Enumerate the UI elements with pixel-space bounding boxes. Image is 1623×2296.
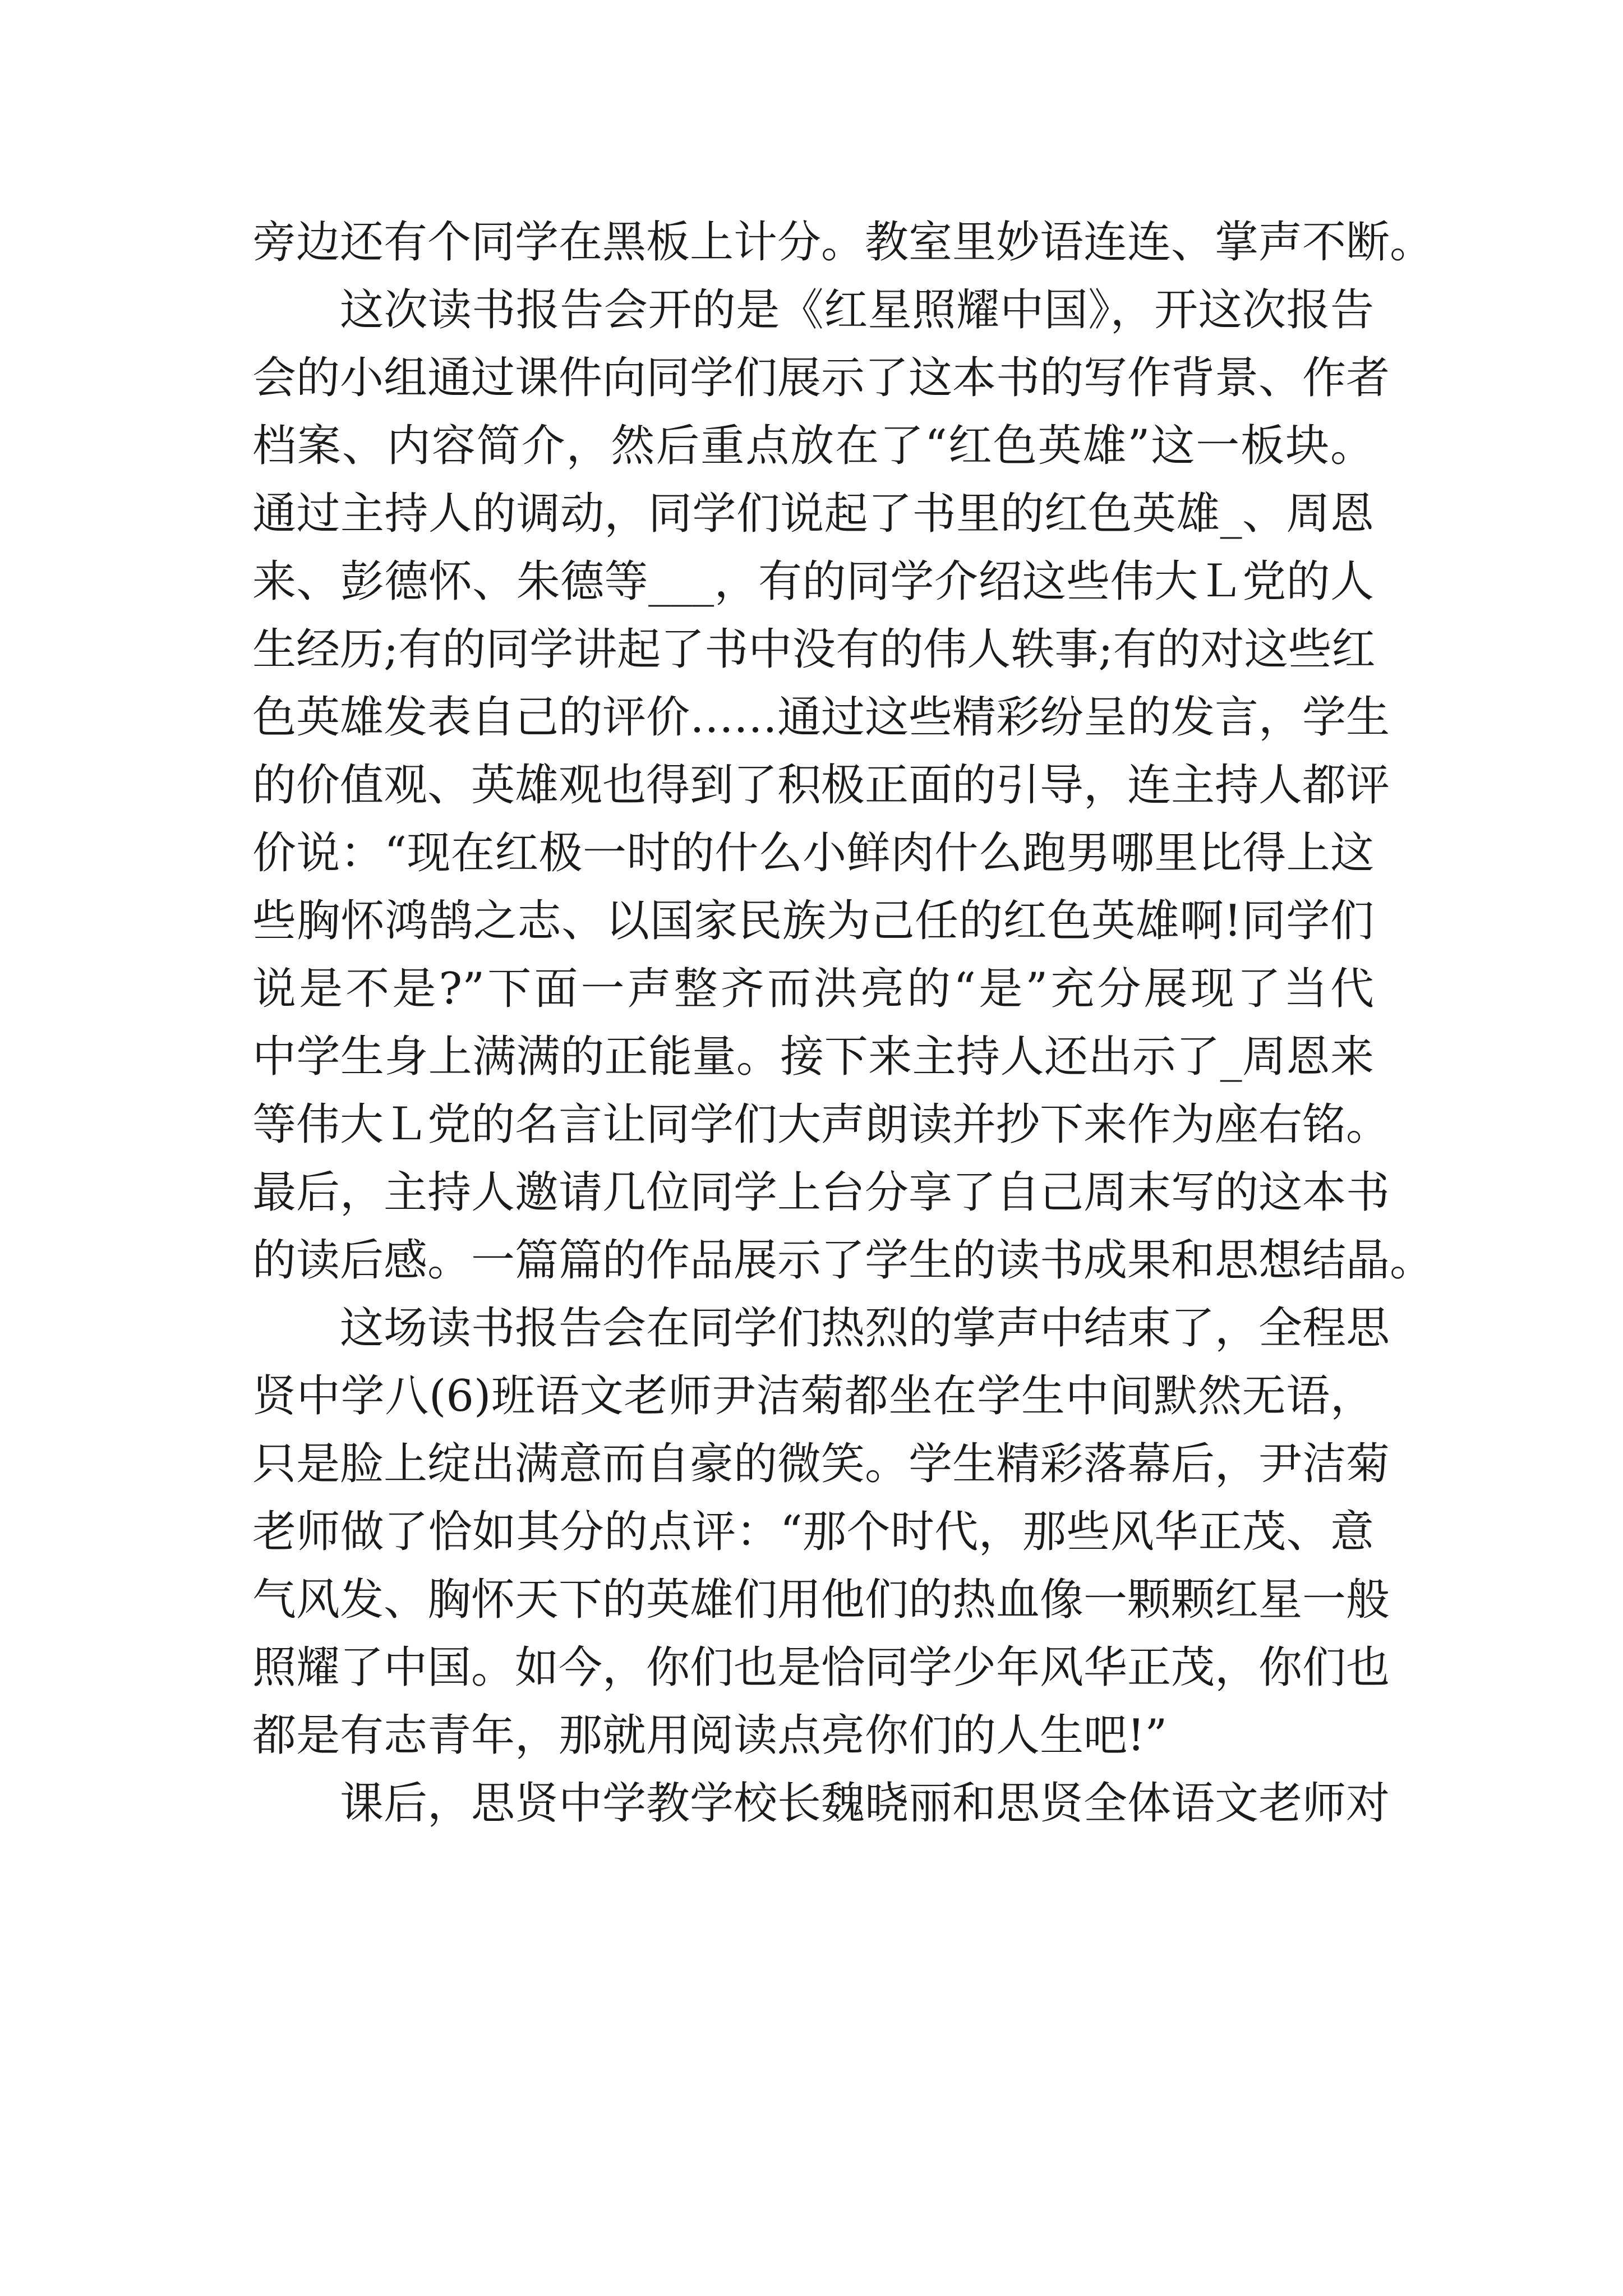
text-line: 些胸怀鸿鹄之志、以国家民族为己任的红色英雄啊!同学们: [252, 896, 1374, 946]
text-line: 照耀了中国。如今，你们也是恰同学少年风华正茂，你们也: [252, 1642, 1390, 1693]
text-line: 会的小组通过课件向同学们展示了这本书的写作背景、作者: [252, 353, 1390, 403]
text-line: 价说：“现在红极一时的什么小鲜肉什么跑男哪里比得上这: [252, 828, 1374, 878]
text-line: 的价值观、英雄观也得到了积极正面的引导，连主持人都评: [252, 760, 1390, 811]
text-line: 色英雄发表自己的评价……通过这些精彩纷呈的发言，学生: [252, 692, 1390, 743]
text-line: 都是有志青年，那就用阅读点亮你们的人生吧!”: [252, 1710, 1168, 1761]
text-line: 贤中学八(6)班语文老师尹洁菊都坐在学生中间默然无语，: [252, 1371, 1374, 1421]
text-line: 只是脸上绽出满意而自豪的微笑。学生精彩落幕后，尹洁菊: [252, 1439, 1390, 1489]
document-body: [252, 209, 1434, 1838]
text-line: 旁边还有个同学在黑板上计分。教室里妙语连连、掌声不断。: [252, 217, 1434, 268]
text-line: 来、彭德怀、朱德等___，有的同学介绍这些伟大Ｌ党的人: [252, 556, 1374, 607]
text-line: 生经历;有的同学讲起了书中没有的伟人轶事;有的对这些红: [252, 624, 1376, 675]
text-line: 通过主持人的调动，同学们说起了书里的红色英雄_、周恩: [252, 489, 1374, 539]
text-line: 的读后感。一篇篇的作品展示了学生的读书成果和思想结晶。: [252, 1235, 1434, 1286]
text-line: 中学生身上满满的正能量。接下来主持人还出示了_周恩来: [252, 1032, 1374, 1082]
text-line: 等伟大Ｌ党的名言让同学们大声朗读并抄下来作为座右铭。: [252, 1099, 1390, 1150]
text-line: 老师做了恰如其分的点评：“那个时代，那些风华正茂、意: [252, 1507, 1374, 1557]
text-line: 档案、内容简介，然后重点放在了“红色英雄”这一板块。: [252, 421, 1374, 471]
text-line: 说是不是?”下面一声整齐而洪亮的“是”充分展现了当代: [252, 964, 1374, 1014]
text-line: 气风发、胸怀天下的英雄们用他们的热血像一颗颗红星一般: [252, 1575, 1390, 1625]
text-line: 这场读书报告会在同学们热烈的掌声中结束了，全程思: [340, 1303, 1390, 1354]
text-line: 这次读书报告会开的是《红星照耀中国》，开这次报告: [340, 285, 1374, 335]
text-line: 最后，主持人邀请几位同学上台分享了自己周末写的这本书: [252, 1167, 1390, 1218]
text-line: 课后，思贤中学教学校长魏晓丽和思贤全体语文老师对: [340, 1778, 1390, 1829]
